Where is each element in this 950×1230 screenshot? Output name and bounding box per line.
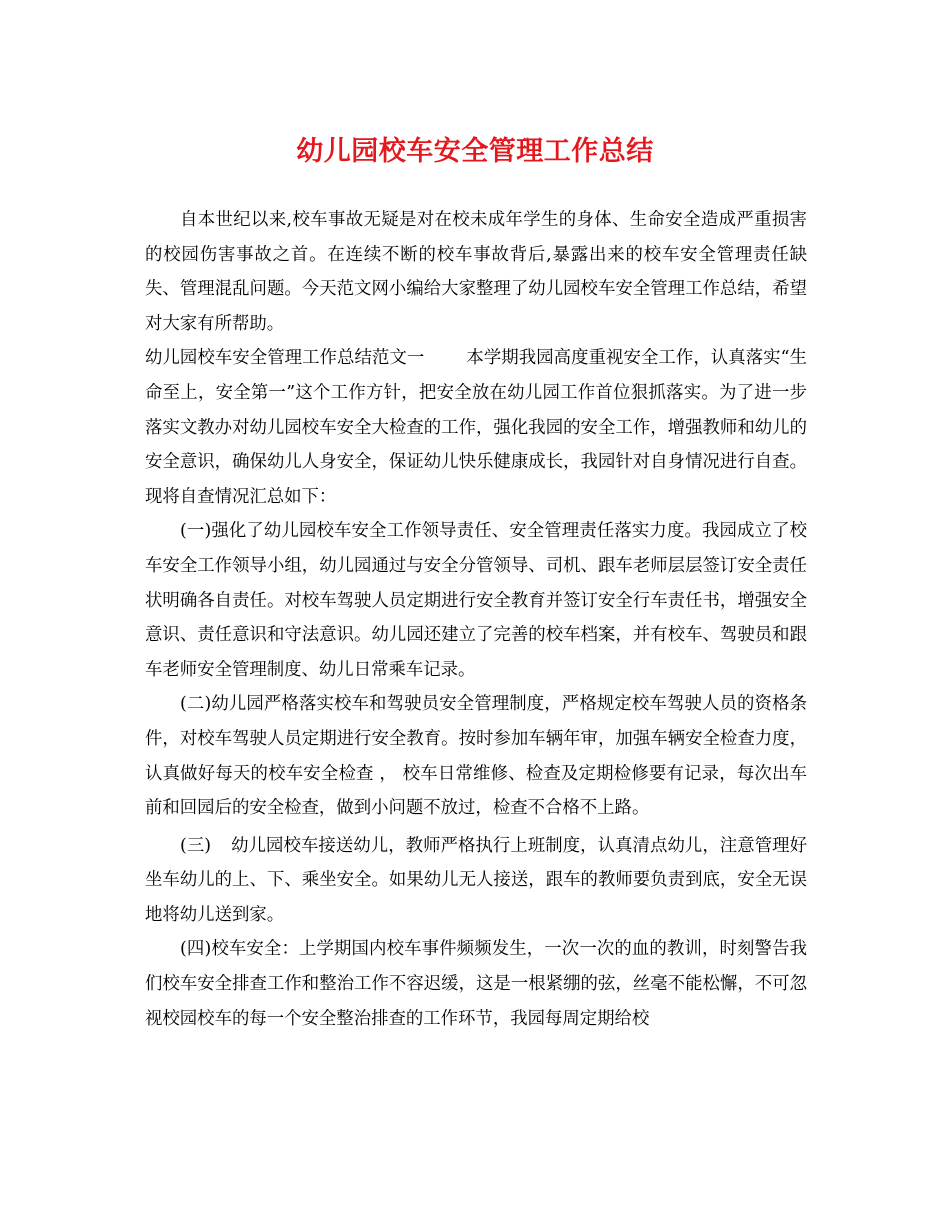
item-2-paragraph: (二)幼儿园严格落实校车和驾驶员安全管理制度，严格规定校车驾驶人员的资格条件，对校车驾驶人员定期进行安全教育。按时参加车辆年审，加强车辆安全检查力度，认真做好每天的校车安全检查 ， 校车日常维修、检查及定期检修要有记录，每次出车前和回园后的安全检查，做到小问题不放过，检查不合格不上路。	[145, 694, 807, 819]
document-title: 幼儿园校车安全管理工作总结	[296, 136, 654, 167]
section-heading: 幼儿园校车安全管理工作总结范文一	[145, 348, 425, 369]
item-3-text: 幼儿园校车接送幼儿，教师严格执行上班制度，认真清点幼儿，注意管理好坐车幼儿的上、下、乘坐安全。如果幼儿无人接送，跟车的教师要负责到底，安全无误地将幼儿送到家。	[145, 835, 807, 925]
item-3-label: (三)	[180, 835, 212, 856]
item-4-paragraph: (四)校车安全：上学期国内校车事件频频发生，一次一次的血的教训，时刻警告我们校车安全排查工作和整治工作不容迟缓，这是一根紧绷的弦，丝毫不能松懈，不可忽视校园校车的每一个安全整治排查的工作环节，我园每周定期给校	[145, 939, 807, 1029]
item-1-paragraph: (一)强化了幼儿园校车安全工作领导责任、安全管理责任落实力度。我园成立了校车安全工作领导小组，幼儿园通过与安全分管领导、司机、跟车老师层层签订安全责任状明确各自责任。对校车驾驶人员定期进行安全教育并签订安全行车责任书，增强安全意识、责任意识和守法意识。幼儿园还建立了完善的校车档案，并有校车、驾驶员和跟车老师安全管理制度、幼儿日常乘车记录。	[145, 521, 807, 680]
item-3-paragraph	[145, 829, 807, 933]
section-paragraph	[145, 341, 807, 514]
intro-paragraph: 自本世纪以来,校车事故无疑是对在校未成年学生的身体、生命安全造成严重损害的校园伤害事故之首。在连续不断的校车事故背后,暴露出来的校车安全管理责任缺失、管理混乱问题。今天范文网小编给大家整理了幼儿园校车安全管理工作总结，希望对大家有所帮助。	[145, 210, 807, 334]
document-body	[145, 203, 807, 1036]
section-opening: 本学期我园高度重视安全工作，认真落实“生命至上，安全第一”这个工作方针，把安全放在幼儿园工作首位狠抓落实。为了进一步落实文教办对幼儿园校车安全大检查的工作，强化我园的安全工作，增强教师和幼儿的安全意识，确保幼儿人身安全，保证幼儿快乐健康成长，我园针对自身情况进行自查。现将自查情况汇总如下：	[145, 348, 807, 507]
